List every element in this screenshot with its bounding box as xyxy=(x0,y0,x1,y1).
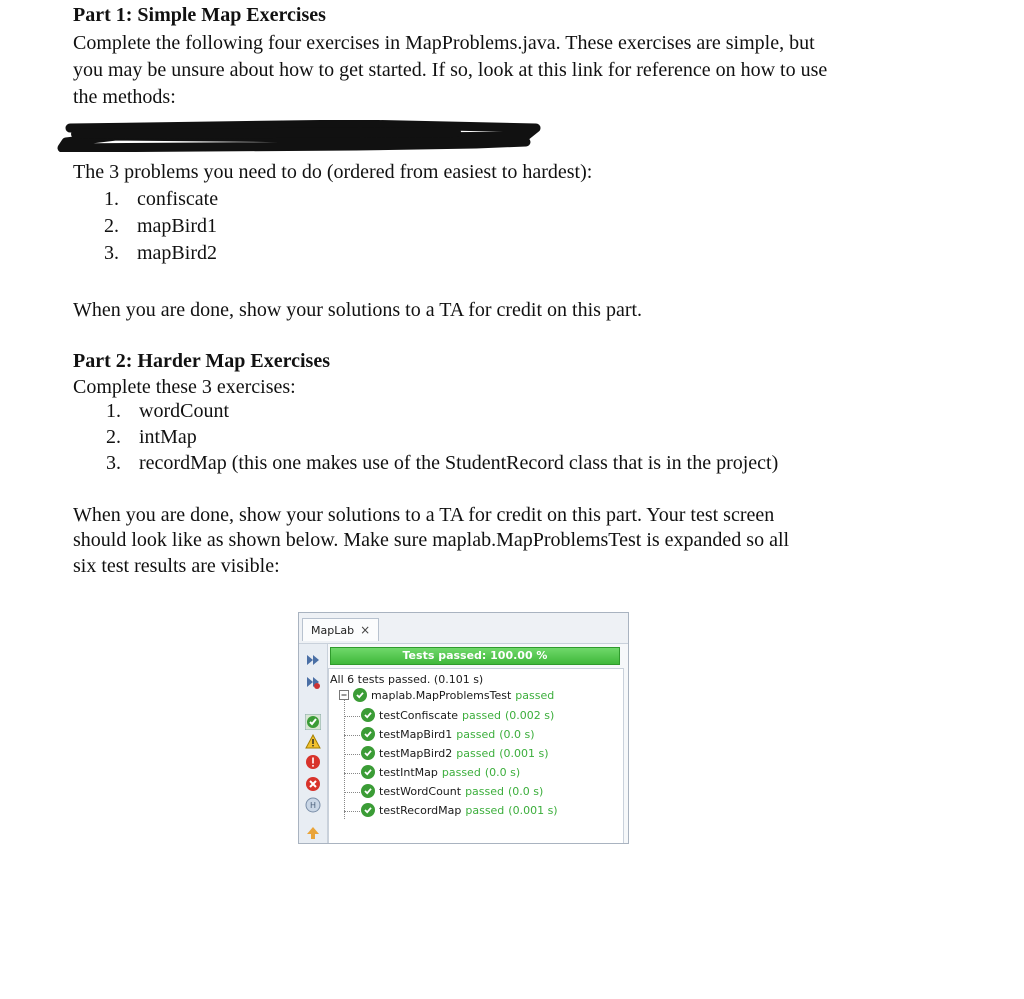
test-row[interactable] xyxy=(361,783,543,799)
list-label: recordMap (this one makes use of the StudentRecord class that is in the project) xyxy=(139,452,779,474)
passed-check-icon xyxy=(361,746,375,760)
part2-problem-3 xyxy=(106,452,778,475)
error-icon[interactable] xyxy=(305,754,321,770)
suite-row[interactable] xyxy=(339,687,554,703)
suite-name: maplab.MapProblemsTest xyxy=(371,688,512,702)
warning-icon[interactable] xyxy=(305,734,321,750)
part1-intro-line-1: Complete the following four exercises in MapProblems.java. These exercises are simple, but xyxy=(73,32,815,54)
test-name: testIntMap xyxy=(379,765,438,779)
list-label: intMap xyxy=(139,426,197,448)
close-icon[interactable]: × xyxy=(360,623,371,637)
test-status: passed xyxy=(456,727,496,741)
list-number: 2. xyxy=(104,215,119,237)
test-time: (0.001 s) xyxy=(508,803,558,817)
part2-done-line-3: six test results are visible: xyxy=(73,555,280,577)
part1-problem-2 xyxy=(104,215,217,238)
rerun-failed-icon[interactable] xyxy=(305,674,321,690)
passed-check-icon xyxy=(361,784,375,798)
part2-heading: Part 2: Harder Map Exercises xyxy=(73,350,330,372)
test-row[interactable] xyxy=(361,802,558,818)
show-passed-icon[interactable] xyxy=(305,714,321,730)
tab-label: MapLab xyxy=(311,623,355,637)
list-number: 1. xyxy=(104,188,119,210)
history-icon[interactable] xyxy=(305,797,321,813)
list-label: wordCount xyxy=(139,400,229,422)
list-label: mapBird1 xyxy=(137,215,217,237)
test-row[interactable] xyxy=(361,764,520,780)
test-status: passed xyxy=(441,765,481,779)
list-number: 3. xyxy=(104,242,119,264)
collapse-icon[interactable] xyxy=(339,690,349,700)
progress-bar: Tests passed: 100.00 % xyxy=(330,647,620,665)
test-name: testMapBird1 xyxy=(379,727,453,741)
test-status: passed xyxy=(462,708,501,722)
test-name: testRecordMap xyxy=(379,803,462,817)
part2-intro: Complete these 3 exercises: xyxy=(73,376,296,398)
list-number: 2. xyxy=(106,426,121,448)
part2-done-line-1: When you are done, show your solutions to a TA for credit on this part. Your test screen xyxy=(73,504,775,526)
part1-done-text: When you are done, show your solutions to a TA for credit on this part. xyxy=(73,299,643,321)
test-time: (0.0 s) xyxy=(484,765,521,779)
test-status: passed xyxy=(465,784,505,798)
test-status: passed xyxy=(456,746,496,760)
test-time: (0.0 s) xyxy=(499,727,535,741)
part1-problems-intro: The 3 problems you need to do (ordered from easiest to hardest): xyxy=(73,161,593,183)
test-name: testConfiscate xyxy=(379,708,459,722)
rerun-icon[interactable] xyxy=(305,652,321,668)
part2-done-line-2: should look like as shown below. Make sure maplab.MapProblemsTest is expanded so all xyxy=(73,529,790,551)
test-name: testMapBird2 xyxy=(379,746,453,760)
list-label: mapBird2 xyxy=(137,242,217,264)
part1-problem-3 xyxy=(104,242,217,265)
results-tree xyxy=(328,668,624,844)
tab-maplab[interactable] xyxy=(302,618,379,641)
summary-text: All 6 tests passed. (0.101 s) xyxy=(330,672,484,686)
list-number: 3. xyxy=(106,452,121,474)
part2-problem-2 xyxy=(106,426,197,449)
part1-intro-line-2: you may be unsure about how to get started. If so, look at this link for reference on how to use xyxy=(73,59,828,81)
passed-check-icon xyxy=(361,708,375,722)
passed-check-icon xyxy=(353,688,367,702)
passed-check-icon xyxy=(361,727,375,741)
passed-check-icon xyxy=(361,765,375,779)
part1-intro-line-3: the methods: xyxy=(73,86,176,108)
test-time: (0.001 s) xyxy=(499,746,549,760)
test-results-panel xyxy=(298,612,629,844)
passed-check-icon xyxy=(361,803,375,817)
part2-problem-1 xyxy=(106,400,229,423)
svg-text:H: H xyxy=(309,801,317,810)
part1-heading: Part 1: Simple Map Exercises xyxy=(73,4,326,26)
failure-icon[interactable] xyxy=(305,776,321,792)
tab-bar xyxy=(299,613,628,644)
test-time: (0.002 s) xyxy=(504,708,555,722)
part1-problem-1 xyxy=(104,188,218,211)
redacted-link-scribble xyxy=(56,120,542,152)
test-name: testWordCount xyxy=(379,784,462,798)
test-row[interactable] xyxy=(361,707,554,723)
list-number: 1. xyxy=(106,400,121,422)
results-content xyxy=(328,644,628,843)
previous-icon[interactable] xyxy=(305,824,321,840)
test-status: passed xyxy=(465,803,505,817)
test-time: (0.0 s) xyxy=(508,784,544,798)
test-row[interactable] xyxy=(361,726,535,742)
suite-status: passed xyxy=(515,688,555,702)
test-toolbar xyxy=(299,644,328,843)
test-row[interactable] xyxy=(361,745,549,761)
list-label: confiscate xyxy=(137,188,219,210)
